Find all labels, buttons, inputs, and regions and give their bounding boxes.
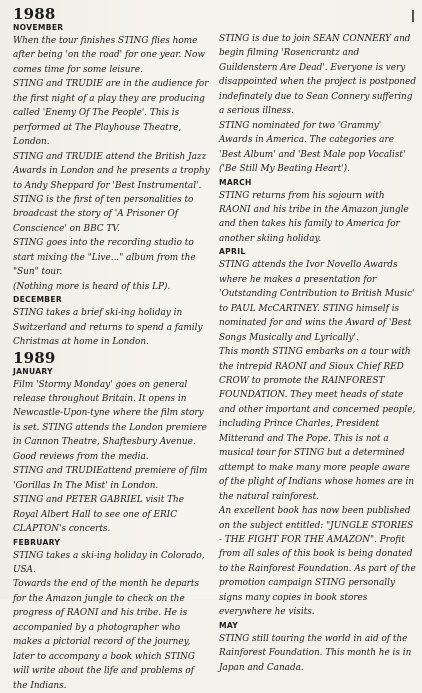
month-heading: NOVEMBER bbox=[13, 23, 64, 32]
entry-paragraph: Towards the end of the month he departs for the Amazon jungle to check on the progress of RAONI and his tribe. He is accompanied by a photographer who makes a pictorial record of the journey, later to accompany a book which STING will write about the life and problems of the Indians. bbox=[13, 579, 200, 691]
entry-paragraph: (Nothing more is heard of this LP). bbox=[13, 281, 171, 292]
month-heading: JANUARY bbox=[13, 366, 53, 376]
entry-paragraph: STING attends the Ivor Novello Awards where he makes a presentation for 'Outstanding Contribution to British Music' to PAUL McCARTNEY. STING himself is nominated for and wins the Award of 'Best Songs Musically and Lyrically'. bbox=[219, 260, 415, 343]
month-heading: MAY bbox=[219, 620, 239, 630]
month-heading: MARCH bbox=[219, 177, 252, 187]
entry-paragraph: Film 'Stormy Monday' goes on general release throughout Britain. It opens in Newcastle-Upon-tyne where the film story is set. STING attends the London premiere in Cannon Theatre, Shaftesbury Avenue. Good reviews from the media. bbox=[13, 379, 207, 462]
month-heading: FEBRUARY bbox=[13, 537, 61, 547]
page-edge-mark bbox=[412, 10, 420, 22]
entry-paragraph: STING and TRUDIE are in the audience for the first night of a play they are producing called 'Enemy Of The People'. This is performed at The Playhouse Theatre, London. bbox=[13, 79, 209, 148]
entry-paragraph: STING goes into the recording studio to start mixing the "Live..." album from the "Sun" tour. bbox=[13, 238, 196, 278]
year-heading: 1989 bbox=[13, 348, 56, 367]
entry-paragraph: STING and PETER GABRIEL visit The Royal Albert Hall to see one of ERIC CLAPTON's concerts. bbox=[13, 495, 184, 535]
right-column bbox=[219, 32, 417, 675]
entry-paragraph: STING takes a brief ski-ing holiday in Switzerland and returns to spend a family Christmas at home in London. bbox=[13, 308, 203, 348]
entry-paragraph: STING is due to join SEAN CONNERY and begin filming 'Rosencrantz and Guildenstern Are Dead'. Everyone is very disappointed when the project is postponed indefinately due to Sean Connery suffering a serious illness. bbox=[219, 34, 417, 117]
entry-paragraph: STING returns from his sojourn with RAONI and his tribe in the Amazon jungle and then takes his family to America for another skiing holiday. bbox=[219, 190, 409, 244]
year-heading: 1988 bbox=[13, 5, 56, 23]
entry-paragraph: STING and TRUDIEattend premiere of film 'Gorillas In The Mist' in London. bbox=[13, 466, 208, 491]
entry-paragraph: STING nominated for two 'Grammy' Awards in America. The categories are 'Best Album' and 'Best Male pop Vocalist' ('Be Still My Beating Heart'). bbox=[219, 120, 406, 175]
entry-paragraph: STING and TRUDIE attend the British Jazz Awards in London and he presents a trophy to Andy Sheppard for 'Best Instrumental'. bbox=[13, 151, 210, 191]
entry-paragraph: STING is the first of ten personalities to broadcast the story of 'A Prisoner Of Conscience' on BBC TV. bbox=[13, 194, 194, 234]
entry-paragraph: This month STING embarks on a tour with the intrepid RAONI and Sioux Chief RED CROW to promote the RAINFOREST FOUNDATION. They meet heads of state and other important and concerned people, including Prince Charles, President Mitterand and The Pope. This is not a musical tour for STING but a determined attempt to make many more people aware of the plight of Indians whose homes are in the natural rainforest. bbox=[219, 347, 416, 502]
month-heading: APRIL bbox=[219, 247, 246, 257]
month-heading: DECEMBER bbox=[13, 295, 63, 305]
entry-paragraph: An excellent book has now been published on the subject entitled: "JUNGLE STORIES - THE FIGHT FOR THE AMAZON". Profit from all sales of this book is being donated to the Rainforest Foundation. As part of the promotion campaign STING personally signs many copies in book stores everywhere he visits. bbox=[219, 506, 416, 618]
entry-paragraph: STING takes a ski-ing holiday in Colorado, USA. bbox=[13, 550, 205, 575]
entry-paragraph: STING still touring the world in aid of the Rainforest Foundation. This month he is in Japan and Canada. bbox=[219, 633, 412, 673]
left-column bbox=[13, 6, 211, 693]
entry-paragraph: When the tour finishes STING flies home after being 'on the road' for one year. Now comes time for some leisure. bbox=[13, 36, 205, 75]
